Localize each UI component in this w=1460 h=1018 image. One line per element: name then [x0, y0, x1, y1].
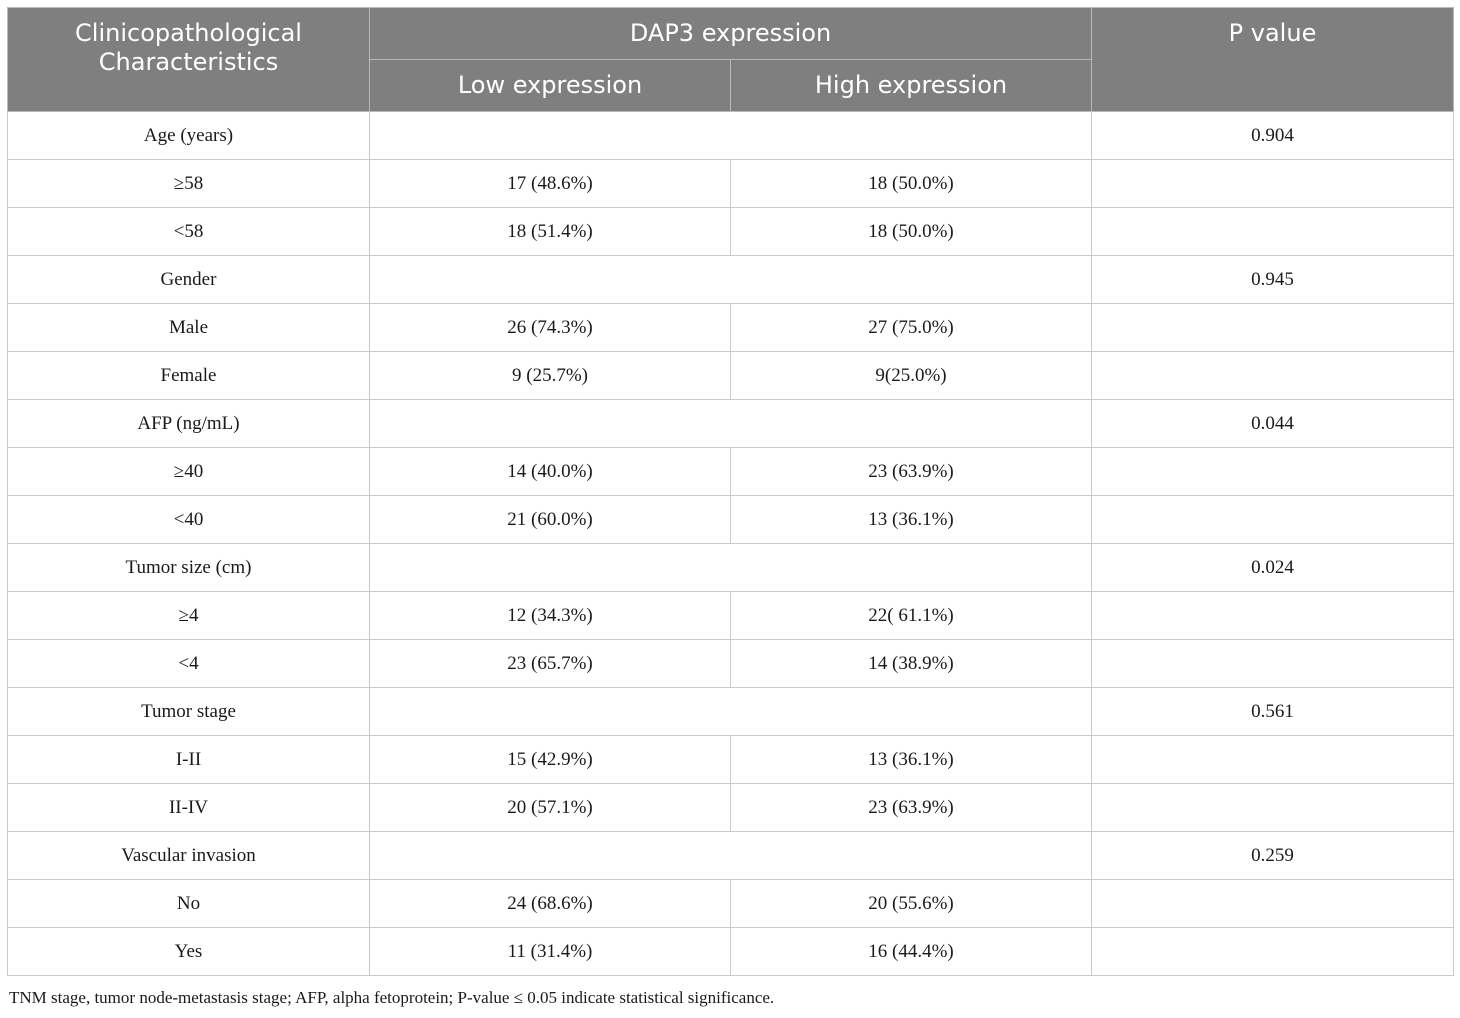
group-p-value: 0.259: [1092, 832, 1454, 880]
group-label: Age (years): [8, 112, 370, 160]
row-high-value: 23 (63.9%): [731, 448, 1092, 496]
row-p-empty: [1092, 640, 1454, 688]
table-row: [8, 784, 1454, 832]
row-p-empty: [1092, 736, 1454, 784]
row-label: <40: [8, 496, 370, 544]
row-high-value: 18 (50.0%): [731, 160, 1092, 208]
row-label: ≥40: [8, 448, 370, 496]
row-label: Female: [8, 352, 370, 400]
table-row: [8, 928, 1454, 976]
row-low-value: 26 (74.3%): [370, 304, 731, 352]
row-p-empty: [1092, 928, 1454, 976]
table-footnote: TNM stage, tumor node-metastasis stage; AFP, alpha fetoprotein; P-value ≤ 0.05 indicate statistical significance.: [9, 988, 775, 1007]
row-label: <4: [8, 640, 370, 688]
table-row: [8, 448, 1454, 496]
table-row: [8, 736, 1454, 784]
row-low-value: 17 (48.6%): [370, 160, 731, 208]
row-label: <58: [8, 208, 370, 256]
table-row: [8, 592, 1454, 640]
table-row: [8, 208, 1454, 256]
row-low-value: 18 (51.4%): [370, 208, 731, 256]
row-p-empty: [1092, 784, 1454, 832]
row-label: No: [8, 880, 370, 928]
table-row: [8, 352, 1454, 400]
header-low-expression: Low expression: [370, 60, 731, 112]
row-high-value: 13 (36.1%): [731, 736, 1092, 784]
group-label: AFP (ng/mL): [8, 400, 370, 448]
table-row: [8, 880, 1454, 928]
group-p-value: 0.561: [1092, 688, 1454, 736]
group-p-value: 0.904: [1092, 112, 1454, 160]
row-p-empty: [1092, 448, 1454, 496]
row-low-value: 20 (57.1%): [370, 784, 731, 832]
table-header: [8, 8, 1454, 112]
table-container: [7, 7, 1453, 976]
row-label: I-II: [8, 736, 370, 784]
group-p-value: 0.044: [1092, 400, 1454, 448]
table-row: [8, 160, 1454, 208]
row-p-empty: [1092, 880, 1454, 928]
row-low-value: 24 (68.6%): [370, 880, 731, 928]
table-row: [8, 304, 1454, 352]
dap3-clinicopathological-table: [7, 7, 1454, 976]
group-row: [8, 112, 1454, 160]
row-high-value: 9(25.0%): [731, 352, 1092, 400]
row-low-value: 14 (40.0%): [370, 448, 731, 496]
row-high-value: 18 (50.0%): [731, 208, 1092, 256]
group-label: Vascular invasion: [8, 832, 370, 880]
group-label: Tumor stage: [8, 688, 370, 736]
row-label: Male: [8, 304, 370, 352]
group-empty-cell: [370, 832, 1092, 880]
row-high-value: 13 (36.1%): [731, 496, 1092, 544]
table-row: [8, 496, 1454, 544]
row-high-value: 27 (75.0%): [731, 304, 1092, 352]
table-row: [8, 640, 1454, 688]
header-dap3-expression: DAP3 expression: [370, 8, 1092, 60]
row-low-value: 12 (34.3%): [370, 592, 731, 640]
group-empty-cell: [370, 688, 1092, 736]
row-p-empty: [1092, 208, 1454, 256]
group-label: Tumor size (cm): [8, 544, 370, 592]
group-row: [8, 256, 1454, 304]
header-p-value: P value: [1092, 8, 1454, 112]
row-low-value: 11 (31.4%): [370, 928, 731, 976]
group-row: [8, 400, 1454, 448]
header-high-expression: High expression: [731, 60, 1092, 112]
group-row: [8, 688, 1454, 736]
header-characteristics: Clinicopathological Characteristics: [8, 8, 370, 112]
row-high-value: 22( 61.1%): [731, 592, 1092, 640]
row-low-value: 9 (25.7%): [370, 352, 731, 400]
row-p-empty: [1092, 304, 1454, 352]
row-high-value: 14 (38.9%): [731, 640, 1092, 688]
group-empty-cell: [370, 400, 1092, 448]
row-low-value: 21 (60.0%): [370, 496, 731, 544]
group-empty-cell: [370, 256, 1092, 304]
row-p-empty: [1092, 352, 1454, 400]
row-label: II-IV: [8, 784, 370, 832]
row-label: ≥58: [8, 160, 370, 208]
row-label: Yes: [8, 928, 370, 976]
table-body: [8, 112, 1454, 976]
row-label: ≥4: [8, 592, 370, 640]
row-high-value: 23 (63.9%): [731, 784, 1092, 832]
row-low-value: 15 (42.9%): [370, 736, 731, 784]
row-p-empty: [1092, 592, 1454, 640]
group-p-value: 0.945: [1092, 256, 1454, 304]
group-p-value: 0.024: [1092, 544, 1454, 592]
row-high-value: 20 (55.6%): [731, 880, 1092, 928]
row-high-value: 16 (44.4%): [731, 928, 1092, 976]
row-p-empty: [1092, 160, 1454, 208]
group-empty-cell: [370, 112, 1092, 160]
row-low-value: 23 (65.7%): [370, 640, 731, 688]
group-label: Gender: [8, 256, 370, 304]
group-row: [8, 544, 1454, 592]
row-p-empty: [1092, 496, 1454, 544]
group-empty-cell: [370, 544, 1092, 592]
group-row: [8, 832, 1454, 880]
